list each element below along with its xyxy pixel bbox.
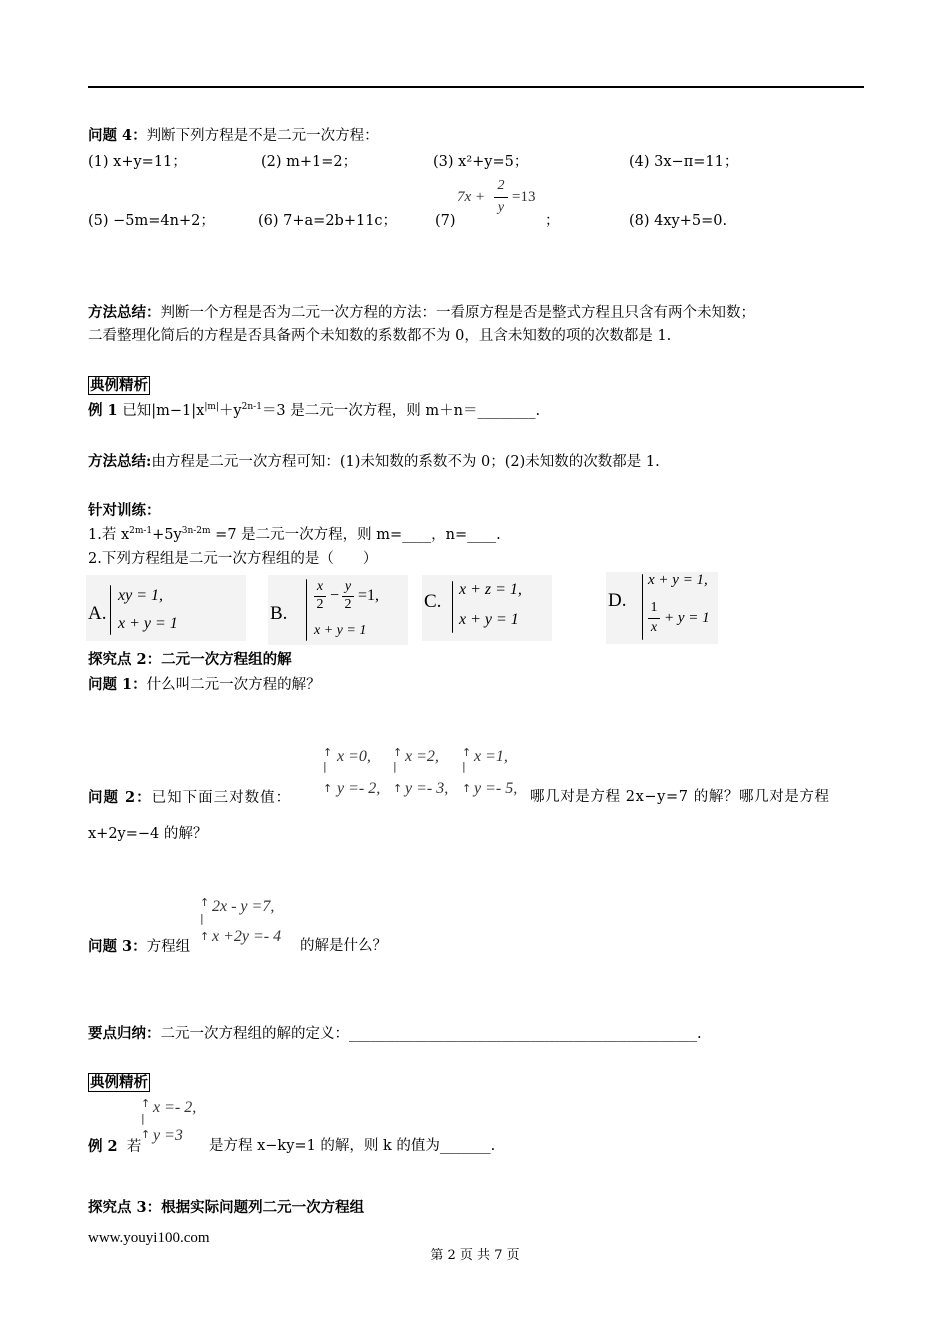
training-q2: 2.下列方程组是二元一次方程组的是（ ）	[88, 551, 378, 567]
option-b-frac2-num: y	[344, 579, 352, 594]
summary-text: 二元一次方程组的解的定义：	[160, 1026, 349, 1042]
option-b-label: B.	[270, 603, 288, 624]
option-a-eq2: x + y = 1	[118, 615, 178, 632]
method1-text1: 判断一个方程是否为二元一次方程的方法：一看原方程是否是整式方程且只含有两个未知数；	[160, 305, 755, 321]
training-q1-e: .	[496, 527, 501, 543]
point2-summary	[88, 1025, 702, 1043]
q4-item-7-end: ；	[545, 213, 560, 229]
option-d-label: D.	[608, 590, 627, 611]
training-q1-c: =7 是二元一次方程，则 m=	[210, 527, 403, 543]
ex1-end: .	[535, 403, 541, 419]
summary-label: 要点归纳：	[88, 1025, 161, 1042]
eq7-den: y	[497, 200, 505, 215]
pair1-y: y =- 2,	[337, 780, 381, 797]
option-b-frac1-den: 2	[316, 597, 324, 612]
option-b-eq1-end: =1,	[358, 587, 380, 604]
ex1-text-c: ＝3 是二元一次方程，则 m＋n＝	[261, 403, 478, 419]
point3-title: 探究点 3：根据实际问题列二元一次方程组	[88, 1199, 365, 1216]
q4-label: 问题 4：	[88, 127, 147, 144]
pair-marker-2c: ↑	[393, 782, 403, 795]
q3-marker-c: ↑	[200, 930, 210, 943]
point2-q3-text-a: 方程组	[146, 939, 191, 955]
point2-q2-text-a: 已知下面三对数值：	[151, 790, 292, 806]
q3-marker-a: ↑	[200, 896, 210, 909]
option-a-label: A.	[88, 603, 107, 624]
pair-marker-2b: |	[393, 760, 397, 773]
pair-marker-3a: ↑	[462, 746, 472, 759]
training-q1	[88, 527, 501, 544]
point2-q3-label: 问题 3：	[88, 938, 147, 955]
eq7-right: =13	[512, 189, 536, 205]
point2-q1-text: 什么叫二元一次方程的解？	[146, 677, 321, 693]
ex2-eq2: y =3	[153, 1127, 183, 1144]
point2-q2-label: 问题 2：	[88, 789, 152, 806]
option-b[interactable]	[268, 575, 408, 645]
footer-page: 第 2 页 共 7 页	[430, 1248, 520, 1263]
point2-q3-text-b: 的解是什么？	[300, 938, 387, 954]
ex1-text-a: 已知|m−1|x	[117, 403, 205, 419]
option-d[interactable]	[606, 572, 718, 644]
option-d-frac-num: 1	[650, 600, 658, 615]
option-a-eq1: xy = 1,	[118, 587, 163, 604]
example-heading-1	[88, 377, 150, 394]
summary-blank[interactable]: ________________________________________________	[349, 1026, 697, 1042]
summary-end: .	[697, 1026, 702, 1042]
q3-eq1: 2x - y =7,	[212, 898, 275, 915]
method1-line2: 二看整理化简后的方程是否具备两个未知数的系数都不为 0，且含未知数的项的次数都是 1.	[88, 328, 672, 344]
option-a[interactable]	[86, 575, 246, 641]
ex2-blank[interactable]: _______	[439, 1138, 491, 1154]
q4-item-5: (5) −5m=4n+2；	[88, 213, 215, 229]
point2-q2-start	[88, 789, 291, 807]
option-b-minus: −	[330, 587, 340, 604]
pair-marker-1a: ↑	[323, 746, 333, 759]
q4-item-8: (8) 4xy+5=0.	[629, 213, 728, 229]
ex2-label: 例 2	[88, 1138, 118, 1155]
option-d-frac-line	[648, 618, 660, 619]
option-c-label: C.	[424, 591, 442, 612]
q4-item-2: (2) m+1=2；	[261, 154, 358, 170]
option-d-brace	[642, 574, 643, 640]
q3-marker-b: |	[200, 912, 204, 925]
method2-label: 方法总结:	[88, 453, 152, 470]
point2-q1-label: 问题 1：	[88, 676, 147, 693]
training-q1-sup1: 2m-1	[129, 526, 153, 536]
ex2-marker-a: ↑	[141, 1097, 151, 1110]
q4-item-1: (1) x+y=11；	[88, 154, 187, 170]
ex1-sup1: |m|	[204, 402, 219, 412]
header-rule	[88, 86, 864, 88]
option-d-eq1: x + y = 1,	[648, 572, 708, 588]
point2-title: 探究点 2：二元一次方程组的解	[88, 651, 292, 668]
q4-item-3: (3) x²+y=5；	[433, 154, 529, 170]
pair-marker-1b: |	[323, 760, 327, 773]
q3-eq2: x +2y =- 4	[212, 928, 282, 945]
method2	[88, 453, 660, 471]
pair-marker-3b: |	[462, 760, 466, 773]
ex2-rest	[209, 1138, 495, 1155]
point2-q2-text-c: x+2y=−4 的解？	[88, 826, 208, 842]
pair-marker-3c: ↑	[462, 782, 472, 795]
example-heading-2	[88, 1074, 150, 1091]
option-c-brace	[452, 581, 453, 633]
option-b-brace	[306, 579, 307, 641]
ex1-text-b: ＋y	[218, 403, 242, 419]
option-a-brace	[110, 585, 111, 635]
option-c-eq1: x + z = 1,	[459, 581, 522, 598]
q4-text: 判断下列方程是不是二元一次方程：	[146, 128, 379, 144]
ex2-start	[88, 1138, 141, 1156]
option-c[interactable]	[422, 575, 552, 641]
option-d-eq2-end: + y = 1	[664, 610, 710, 626]
pair3-x: x =1,	[474, 748, 508, 765]
pair2-x: x =2,	[405, 748, 439, 765]
method1-label: 方法总结：	[88, 304, 161, 321]
ex2-end: .	[490, 1138, 496, 1154]
pair1-x: x =0,	[337, 748, 371, 765]
method1-line1	[88, 304, 755, 322]
training-q1-b: +5y	[152, 527, 182, 543]
option-b-frac2-den: 2	[344, 597, 352, 612]
training-q1-a: 1.若 x	[88, 527, 130, 543]
option-d-frac-den: x	[650, 620, 658, 635]
ex1-sup2: 2n-1	[241, 402, 262, 412]
eq7-num: 2	[497, 178, 505, 193]
ex2-marker-c: ↑	[141, 1128, 151, 1141]
pair-marker-1c: ↑	[323, 782, 333, 795]
example-heading-1-text: 典例精析	[90, 377, 148, 394]
q4-item-7: (7)	[435, 213, 456, 229]
point2-q3	[88, 938, 190, 956]
training-label: 针对训练：	[88, 502, 161, 519]
pair2-y: y =- 3,	[405, 780, 449, 797]
pair3-y: y =- 5,	[474, 780, 518, 797]
ex2-text-b: 是方程 x−ky=1 的解，则 k 的值为	[209, 1138, 440, 1154]
example-1	[88, 402, 540, 420]
eq7-fracline	[494, 197, 508, 198]
option-b-eq2: x + y = 1	[314, 623, 367, 638]
footer-url[interactable]: www.youyi100.com	[88, 1230, 210, 1246]
training-q1-sup2: 3n-2m	[181, 526, 211, 536]
ex2-eq1: x =- 2,	[153, 1099, 197, 1116]
ex1-label: 例 1	[88, 402, 118, 419]
method2-text: 由方程是二元一次方程可知：(1)未知数的系数不为 0；(2)未知数的次数都是 1.	[151, 454, 660, 470]
q4-item-6: (6) 7+a=2b+11c；	[258, 213, 398, 229]
ex2-marker-b: |	[141, 1112, 145, 1125]
point2-q2-text-b: 哪几对是方程 2x−y=7 的解？哪几对是方程	[530, 789, 830, 805]
q4-line	[88, 127, 379, 145]
option-c-eq2: x + y = 1	[459, 611, 519, 628]
example-heading-2-text: 典例精析	[90, 1074, 148, 1091]
ex2-text-a: 若	[126, 1139, 142, 1155]
training-q1-blank-n[interactable]: ____	[467, 527, 497, 543]
training-q1-blank-m[interactable]: ____	[402, 527, 432, 543]
q4-item-4: (4) 3x−π=11；	[629, 154, 739, 170]
eq7-left: 7x +	[457, 189, 486, 205]
option-b-frac1-num: x	[316, 579, 324, 594]
pair-marker-2a: ↑	[393, 746, 403, 759]
point2-q1	[88, 676, 321, 694]
training-q1-d: ，n=	[431, 527, 468, 543]
ex1-blank[interactable]: ________	[477, 403, 536, 419]
